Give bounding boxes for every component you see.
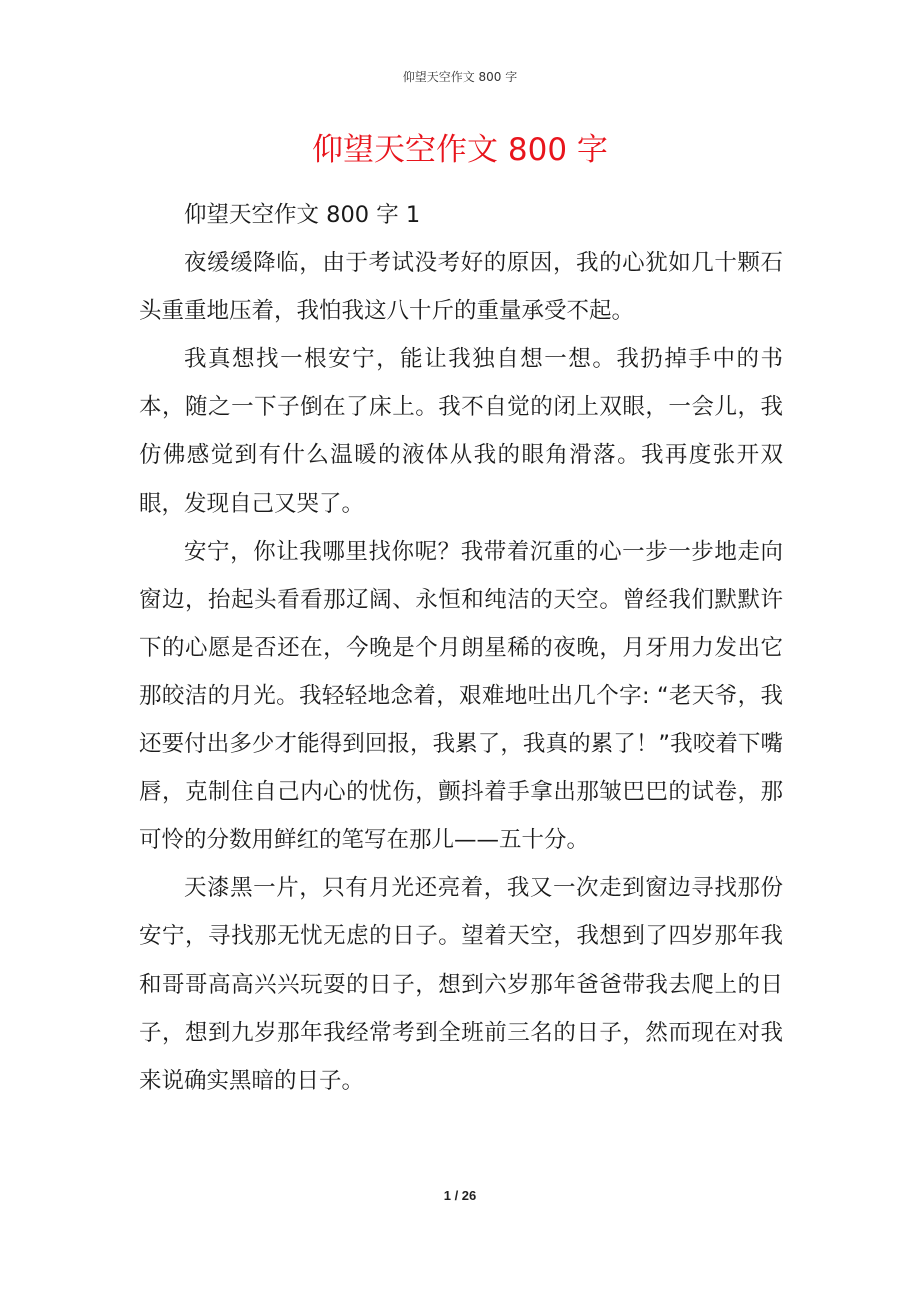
paragraph: 天漆黑一片，只有月光还亮着，我又一次走到窗边寻找那份安宁，寻找那无忧无虑的日子。望着天空，我想到了四岁那年我和哥哥高高兴兴玩耍的日子，想到六岁那年爸爸带我去爬上的日子，想到九岁那年我经常考到全班前三名的日子，然而现在对我来说确实黑暗的日子。: [139, 875, 783, 1094]
paragraph: 夜缓缓降临，由于考试没考好的原因，我的心犹如几十颗石头重重地压着，我怕我这八十斤的重量承受不起。: [139, 250, 783, 325]
essay-subtitle: 仰望天空作文 800 字 1: [184, 202, 421, 228]
document-body: [139, 191, 783, 1105]
running-header: 仰望天空作文 800 字: [402, 70, 518, 84]
document-title: 仰望天空作文 800 字: [312, 132, 608, 168]
page-number: 1 / 26: [443, 1188, 477, 1203]
paragraph: 我真想找一根安宁，能让我独自想一想。我扔掉手中的书本，随之一下子倒在了床上。我不自觉的闭上双眼，一会儿，我仿佛感觉到有什么温暖的液体从我的眼角滑落。我再度张开双眼，发现自己又哭了。: [139, 346, 783, 517]
paragraph: 安宁，你让我哪里找你呢？我带着沉重的心一步一步地走向窗边，抬起头看看那辽阔、永恒和纯洁的天空。曾经我们默默许下的心愿是否还在，今晚是个月朗星稀的夜晚，月牙用力发出它那皎洁的月光。我轻轻地念着，艰难地吐出几个字: “老天爷，我还要付出多少才能得到回报，我累了，我真的累了！”我咬着下嘴唇，克制住自己内心的忧伤，颤抖着手拿出那皱巴巴的试卷，那可怜的分数用鲜红的笔写在那儿——五十分。: [139, 538, 783, 854]
